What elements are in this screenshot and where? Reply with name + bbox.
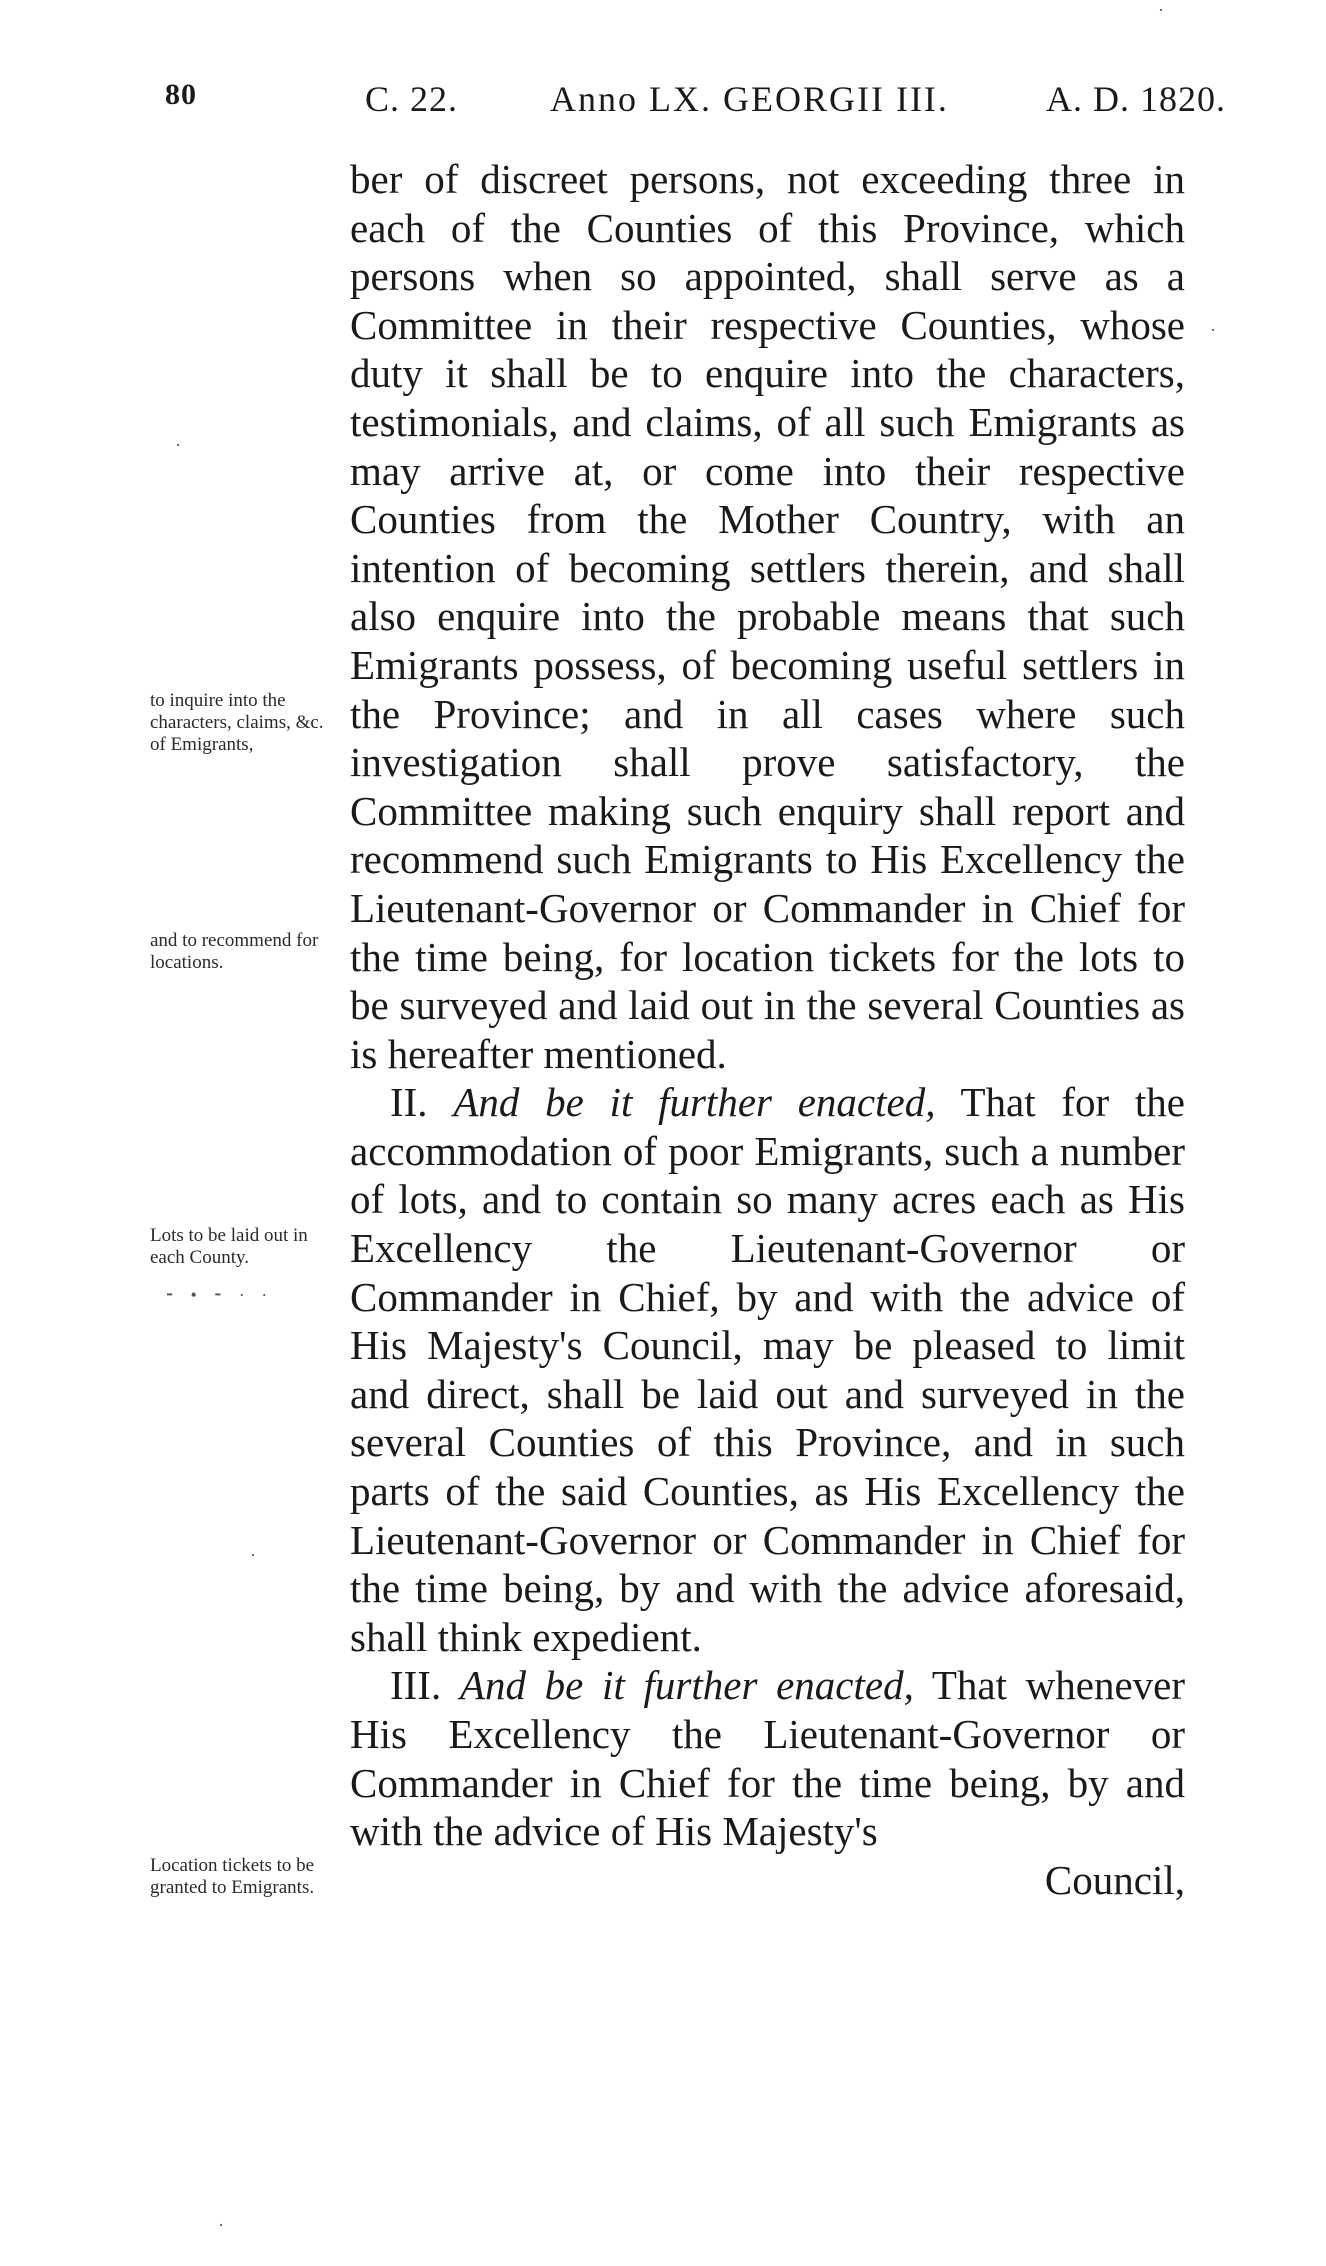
speck: ⁃ • ⁃ · · xyxy=(165,1285,274,1305)
speck: · xyxy=(250,1545,256,1565)
speck: · xyxy=(1210,320,1216,340)
margin-note-inquire: to inquire into the characters, claims, &c. of Emigrants, xyxy=(150,690,324,755)
page-number: 80 xyxy=(165,78,197,111)
main-text xyxy=(350,155,1185,1904)
paragraph-continued: ber of discreet persons, not exceeding three in each of the Counties of this Province, which persons when so appointed, shall serve as a Committee in their respective Counties, whose duty it shall be to enquire into the characters, testimonials, and claims, of all such Emigrants as may arrive at, or come into their respective Counties from the Mother Country, with an intention of becoming settlers therein, and shall also enquire into the probable means that such Emigrants possess, of becoming useful settlers in the Province; and in all cases where such investigation shall prove satisfactory, the Committee making such enquiry shall report and recommend such Emigrants to His Excellency the Lieutenant-Governor or Commander in Chief for the time being, for location tickets for the lots to be surveyed and laid out in the several Counties as is hereafter mentioned. xyxy=(350,156,1185,1077)
catchword: Council, xyxy=(1044,1856,1185,1903)
header-year: A. D. 1820. xyxy=(1046,79,1226,119)
running-header xyxy=(165,78,1226,128)
margin-note-recommend: and to recommend for locations. xyxy=(150,930,319,973)
chapter-number: C. 22. xyxy=(365,79,459,119)
section-3 xyxy=(350,1661,1185,1855)
speck: · xyxy=(175,435,181,455)
running-title: Anno LX. GEORGII III. xyxy=(550,79,949,119)
section-3-number: III. xyxy=(390,1662,442,1709)
section-2-enacting-clause: And be it further enacted, xyxy=(453,1079,936,1126)
section-2 xyxy=(350,1078,1185,1661)
section-2-number: II. xyxy=(390,1079,428,1126)
section-2-text: That for the accommodation of poor Emigrants, such a number of lots, and to contain so many acres each as His Excellency the Lieutenant-Governor or Commander in Chief, by and with the advice of His Majesty's Council, may be pleased to limit and direct, shall be laid out and surveyed in the several Counties of this Province, and in such parts of the said Counties, as His Excellency the Lieutenant-Governor or Commander in Chief for the time being, by and with the advice aforesaid, shall think expedient. xyxy=(350,1079,1186,1660)
speck: · xyxy=(1158,0,1164,20)
section-3-text: That whenever His Excellency the Lieutenant-Governor or Commander in Chief for the time being, by and with the advice of His Majesty's xyxy=(350,1662,1186,1855)
margin-note-location-tickets: Location tickets to be granted to Emigrants. xyxy=(150,1855,315,1898)
margin-note-lots: Lots to be laid out in each County. xyxy=(150,1225,308,1268)
section-3-enacting-clause: And be it further enacted, xyxy=(459,1662,914,1709)
speck: · xyxy=(218,2215,224,2235)
